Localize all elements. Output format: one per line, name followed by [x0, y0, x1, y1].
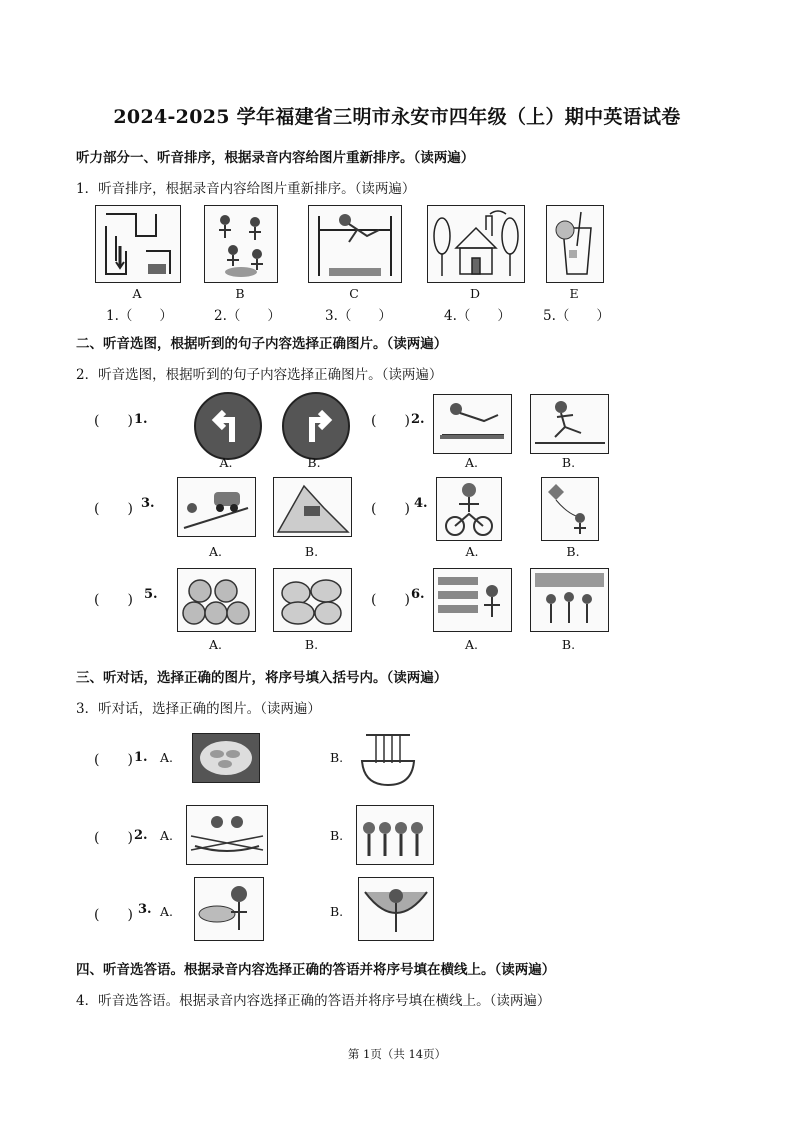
potatoes-picture — [273, 568, 352, 632]
boy-watermelon-picture — [358, 877, 434, 941]
tomatoes-picture — [177, 568, 256, 632]
option-b-label: B. — [307, 455, 321, 470]
answer-paren-2-6[interactable]: ( ) — [371, 592, 410, 608]
maze-picture — [95, 205, 181, 283]
long-jump-picture — [530, 394, 609, 454]
item-number-2-5: 5. — [144, 587, 158, 602]
item-number-2-1: 1. — [134, 412, 148, 427]
option-b-label: B. — [330, 828, 344, 843]
option-b-label: B. — [304, 544, 319, 559]
picture-letter-a: A — [132, 286, 142, 301]
park-people-picture — [530, 568, 609, 632]
picture-letter-b: B — [235, 286, 245, 301]
question-4-text: 4．听音选答语。根据录音内容选择正确的答语并将序号填在横线上。（读两遍） — [76, 993, 551, 1009]
answer-blank-3[interactable]: 3.（ ） — [325, 308, 392, 324]
question-3-text: 3．听对话，选择正确的图片。（读两遍） — [76, 701, 321, 717]
section-1-heading: 听力部分一、听音排序，根据录音内容给图片重新排序。（读两遍） — [76, 150, 475, 166]
item-number-2-2: 2. — [411, 412, 425, 427]
answer-paren-2-4[interactable]: ( ) — [371, 501, 410, 517]
question-1-text: 1．听音排序，根据录音内容给图片重新排序。（读两遍） — [76, 181, 416, 197]
option-b-label: B. — [566, 544, 580, 559]
answer-paren-2-5[interactable]: ( ) — [94, 592, 133, 608]
mountain-car-picture — [273, 477, 352, 537]
car-road-picture — [177, 477, 256, 537]
kite-flying-picture — [541, 477, 599, 541]
picture-letter-e: E — [569, 286, 579, 301]
option-b-label: B. — [561, 455, 576, 470]
high-jump-picture — [308, 205, 402, 283]
option-b-label: B. — [330, 750, 344, 765]
option-a-label: A. — [208, 544, 222, 559]
question-2-text: 2．听音选图，根据听到的句子内容选择正确图片。（读两遍） — [76, 367, 443, 383]
answer-blank-1[interactable]: 1.（ ） — [106, 308, 173, 324]
section-4-heading: 四、听音选答语。根据录音内容选择正确的答语并将序号填在横线上。（读两遍） — [76, 962, 556, 978]
turn-right-sign-icon — [282, 392, 350, 460]
page-footer: 第 1页（共 14页） — [347, 1047, 447, 1061]
answer-paren-2-1[interactable]: ( ) — [94, 413, 133, 429]
dumplings-picture — [192, 733, 260, 783]
rowing-boat-picture — [186, 805, 268, 865]
option-a-label: A. — [465, 544, 479, 559]
option-b-label: B. — [330, 904, 344, 919]
item-number-2-3: 3. — [141, 496, 155, 511]
answer-paren-3-1[interactable]: ( ) — [94, 752, 133, 768]
option-a-label: A. — [160, 904, 174, 919]
answer-blank-2[interactable]: 2.（ ） — [214, 308, 281, 324]
house-trees-picture — [427, 205, 525, 283]
item-number-3-2: 2. — [134, 828, 148, 843]
item-number-2-6: 6. — [411, 587, 425, 602]
answer-paren-3-3[interactable]: ( ) — [94, 907, 133, 923]
option-b-label: B. — [304, 637, 319, 652]
item-number-3-1: 1. — [134, 750, 148, 765]
option-a-label: A. — [208, 637, 222, 652]
picture-letter-c: C — [349, 286, 359, 301]
page-title: 2024-2025 学年福建省三明市永安市四年级（上）期中英语试卷 — [113, 106, 681, 128]
answer-blank-4[interactable]: 4.（ ） — [444, 308, 511, 324]
children-playing-picture — [204, 205, 278, 283]
option-a-label: A. — [160, 828, 174, 843]
high-jump-picture — [433, 394, 512, 454]
option-a-label: A. — [464, 637, 478, 652]
answer-paren-2-2[interactable]: ( ) — [371, 413, 410, 429]
lemonade-picture — [546, 205, 604, 283]
boy-dinner-picture — [194, 877, 264, 941]
girl-bicycle-picture — [436, 477, 502, 541]
option-b-label: B. — [561, 637, 576, 652]
noodles-bowl-picture — [356, 727, 420, 791]
group-children-picture — [356, 805, 434, 865]
option-a-label: A. — [464, 455, 478, 470]
option-a-label: A. — [160, 750, 174, 765]
answer-paren-2-3[interactable]: ( ) — [94, 501, 133, 517]
item-number-2-4: 4. — [414, 496, 428, 511]
turn-left-sign-icon — [194, 392, 262, 460]
section-2-heading: 二、听音选图，根据听到的句子内容选择正确图片。（读两遍） — [76, 336, 448, 352]
supermarket-picture — [433, 568, 512, 632]
option-a-label: A. — [219, 455, 233, 470]
picture-letter-d: D — [469, 286, 481, 301]
section-3-heading: 三、听对话，选择正确的图片，将序号填入括号内。（读两遍） — [76, 670, 448, 686]
answer-blank-5[interactable]: 5.（ ） — [543, 308, 610, 324]
answer-paren-3-2[interactable]: ( ) — [94, 830, 133, 846]
item-number-3-3: 3. — [138, 902, 152, 917]
